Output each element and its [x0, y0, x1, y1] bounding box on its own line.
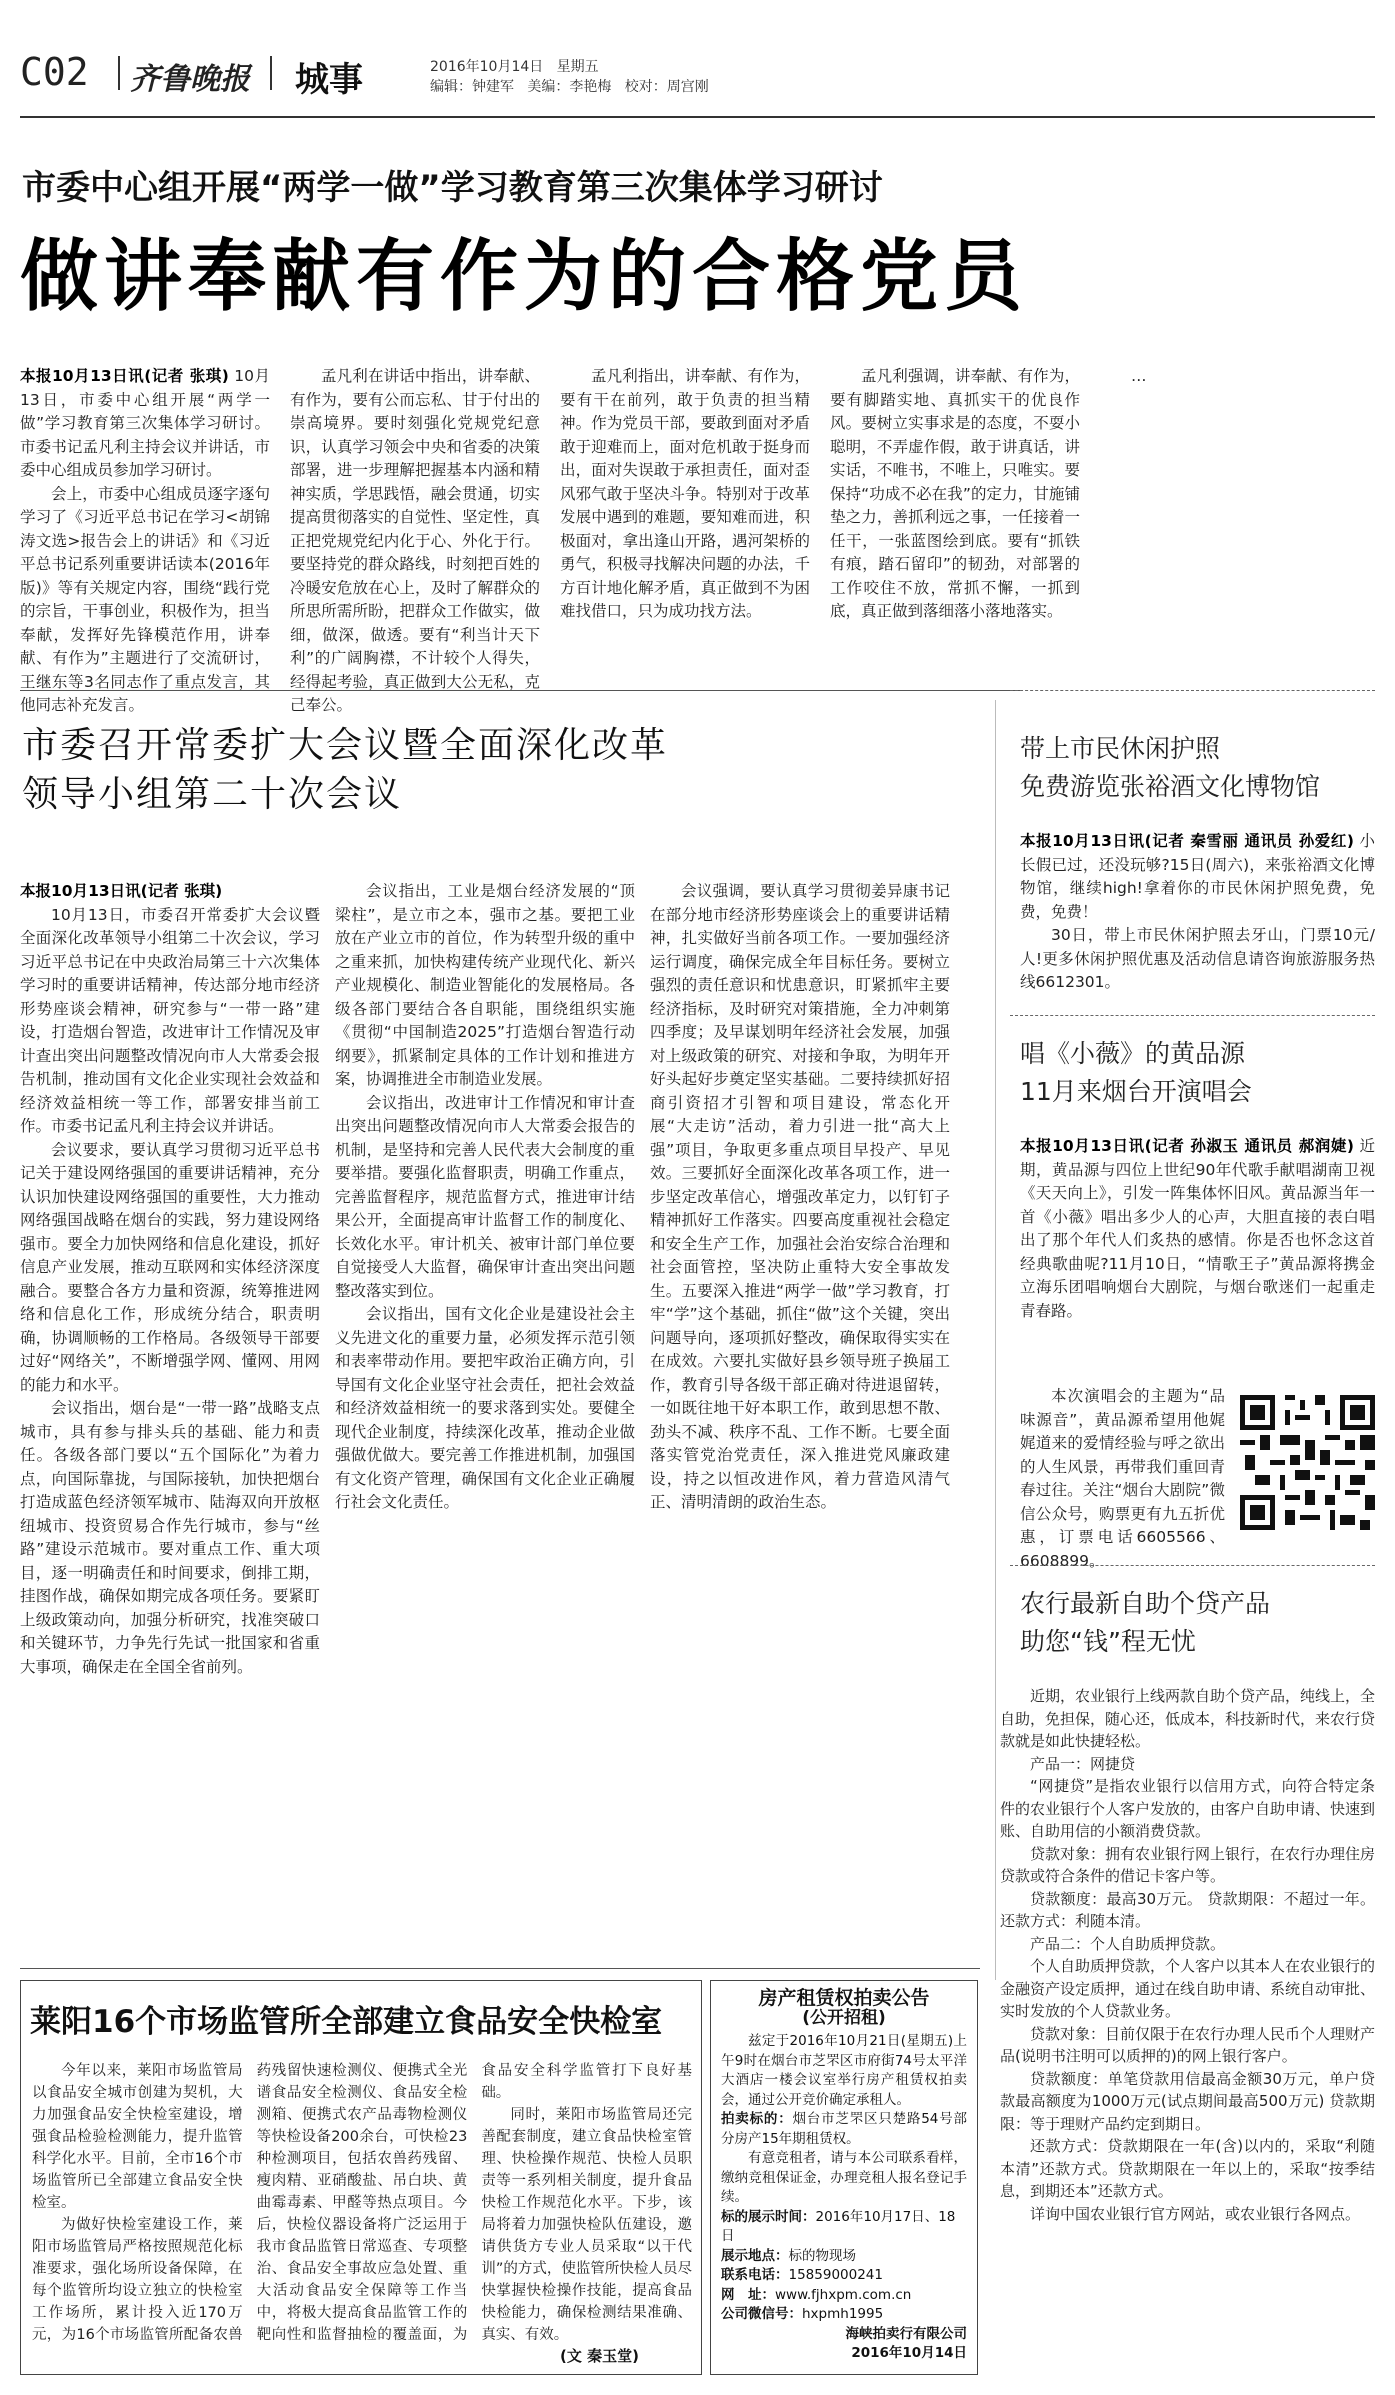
- side3-title: 农行最新自助个贷产品 助您“钱”程无忧: [1020, 1589, 1271, 1656]
- side2-body: 本报10月13日讯(记者 孙淑玉 通讯员 郝润婕) 近期，黄品源与四位上世纪90年代歌手献唱湖南卫视《天天向上》，引发一阵集体怀旧风。黄品源当年一首《小薇》唱出多少人的心声，大胆直接的表白唱出了那个年代人们炙热的感情。你是否也怀念这首经典歌曲呢?11月10日，“情歌王子”黄品源将携金立海乐团唱响烟台大剧院，与烟台歌迷们一起重走青春路。: [1020, 1137, 1375, 1320]
- side1-body: 本报10月13日讯(记者 秦雪丽 通讯员 孙爱红) 小长假已过，还没玩够?15日(周六)，来张裕酒文化博物馆，继续high!拿着你的市民休闲护照免费，免费，免费！ 30日，带上市民休闲护照去牙山，门票10元/人!更多休闲护照优惠及活动信息请咨询旅游服务热线6612301。: [1020, 832, 1375, 991]
- side2-body-2: 本次演唱会的主题为“品味源音”，黄品源希望用他娓娓道来的爱情经验与呼之欲出的人生风景，再带我们重回青春过往。关注“烟台大剧院”微信公众号，购票更有九五折优惠，订票电话6605566、6608899。: [1020, 1387, 1225, 1570]
- article1-col1: 本报10月13日讯(记者 张琪) 10月13日，市委中心组开展“两学一做”学习教育第三次集体学习研讨。市委书记孟凡利主持会议并讲话，市委中心组成员参加学习研讨。 会上，市委中心组成员逐字逐句学习了《习近平总书记在学习<胡锦涛文选>报告会上的讲话》和《习近平总书记系列重要讲话读本(2016年版)》等有关规定内容，围绕“践行党的宗旨，干事创业，积极作为，担当奉献，发挥好先锋模范作用，讲奉献、有作为”主题进行了交流研讨，王继东等3名同志作了重点发言，其他同志补充发言。: [20, 367, 270, 714]
- article1-bottom-rule: [20, 690, 1020, 691]
- page-header: [20, 50, 1375, 110]
- article1-col4: 孟凡利强调，讲奉献、有作为，要有脚踏实地、真抓实干的优良作风。要树立实事求是的态度，不耍小聪明，不弄虚作假，敢于讲真话，讲实话，不唯书，不唯上，只唯实。要保持“功成不必在我”的定力，甘施铺垫之力，善抓利远之事，一任接着一任干，一张蓝图绘到底。要有“抓铁有痕，踏石留印”的韧劲，对部署的工作咬住不放，常抓不懈，一抓到底，真正做到落细落小落地落实。: [830, 367, 1080, 620]
- section-title: 城事: [295, 60, 363, 100]
- auction-notice-box: 房产租赁权拍卖公告 (公开招租) 兹定于2016年10月21日(星期五)上午9时在烟台市芝罘区市府街74号太平洋大酒店一楼会议室举行房产租赁权拍卖会，通过公开竞价确定承租人。 拍卖标的：烟台市芝罘区只楚路54号部分房产15年期租赁权。 有意竞租者，请与本公司联系看样，缴纳竞租保证金，办理竞租人报名登记手续。 标的展示时间：2016年10月17日、18日 展示地点：标的物现场 联系电话：15859000241 网 址：www.fjhxpm.com.cn 公司微信号：hxpmh1995 海峡拍卖行有限公司 2016年10月14日: [710, 1980, 978, 2375]
- notice-subtitle: (公开招租): [802, 2007, 886, 2028]
- qr-code-graphic: [1240, 1395, 1375, 1530]
- article1-subtitle: 市委中心组开展“两学一做”学习教育第三次集体学习研讨: [22, 168, 883, 208]
- side2-title: 唱《小薇》的黄品源 11月来烟台开演唱会: [1020, 1039, 1252, 1106]
- article2-col2: 会议指出，工业是烟台经济发展的“顶梁柱”，是立市之本，强市之基。要把工业放在产业立市的首位，作为转型升级的重中之重来抓，加快构建传统产业现代化、新兴产业规模化、制造业智能化的发展格局。各级各部门要结合各自职能，围绕组织实施《贯彻“中国制造2025”打造烟台智造行动纲要》，抓紧制定具体的工作计划和推进方案，协调推进全市制造业发展。 会议指出，改进审计工作情况和审计查出突出问题整改情况向市人大常委会报告的机制，是坚持和完善人民代表大会制度的重要举措。要强化监督职责，明确工作重点，完善监督程序，规范监督方式，推进审计结果公开，全面提高审计监督工作的制度化、长效化水平。审计机关、被审计部门单位要自觉接受人大监督，确保审计查出突出问题整改落实到位。 会议指出，国有文化企业是建设社会主义先进文化的重要力量，必须发挥示范引领和表率带动作用。要把牢政治正确方向，引导国有文化企业坚守社会责任，把社会效益和经济效益相统一的要求落到实处。要健全现代企业制度，持续深化改革，推动企业做强做优做大。要完善工作推进机制，加强国有文化资产管理，确保国有文化企业正确履行社会文化责任。: [335, 882, 635, 1511]
- article2-title: 市委召开常委扩大会议暨全面深化改革 领导小组第二十次会议: [22, 725, 669, 815]
- sidebar-top-rule: [1010, 690, 1375, 691]
- side1-title: 带上市民休闲护照 免费游览张裕酒文化博物馆: [1020, 734, 1321, 801]
- notice-title: 房产租赁权拍卖公告: [758, 1987, 930, 2009]
- notice-company: 海峡拍卖行有限公司: [845, 2325, 967, 2342]
- article1-col2: 孟凡利在讲话中指出，讲奉献、有作为，要有公而忘私、甘于付出的崇高境界。要时刻强化党规党纪意识，认真学习领会中央和省委的决策部署，进一步理解把握基本内涵和精神实质，学思践悟，融会贯通，切实提高贯彻落实的自觉性、坚定性，真正把党规党纪内化于心、外化于行。要坚持党的群众路线，时刻把百姓的冷暖安危放在心上，及时了解群众的所思所需所盼，把群众工作做实，做细，做深，做透。要有“利当计天下利”的广阔胸襟，不计较个人得失，经得起考验，真正做到大公无私，克己奉公。: [290, 367, 540, 714]
- article3-title: 莱阳16个市场监管所全部建立食品安全快检室: [30, 2004, 663, 2040]
- side2-bottom-rule: [1010, 1565, 1375, 1566]
- article1-byline: 本报10月13日讯(记者 张琪): [20, 367, 229, 385]
- sidebar-divider: [995, 700, 996, 1980]
- staff-credits: 编辑：钟建军 美编：李艳梅 校对：周宫刚: [430, 79, 709, 95]
- side1-bottom-rule: [1010, 1015, 1375, 1016]
- article1-col5: …: [1131, 367, 1147, 385]
- article3-body: 今年以来，莱阳市场监管局以食品安全城市创建为契机，大力加强食品安全快检室建设，增强食品检验检测能力，提升监管科学化水平。目前，全市16个市场监管所已全部建立食品安全快检室。 为做好快检室建设工作，莱阳市场监管局严格按照规范化标准要求，强化场所设备保障，在每个监管所均设立独立的快检室工作场所，累计投入近170万元，为16个市场监管所配备农兽药残留快速检测仪、便携式全光谱食品安全检测仪、食品安全检测箱、便携式农产品毒物检测仪等快检设备200余台，可快检23种检测项目，包括农兽药残留、瘦肉精、亚硝酸盐、吊白块、黄曲霉毒素、甲醛等热点项目。今后，快检仪器设备将广泛运用于我市食品监管日常巡查、专项整治、食品安全事故应急处置、重大活动食品安全保障等工作当中，将极大提高食品监管工作的靶向性和监督抽检的覆盖面，为食品安全科学监管打下良好基础。 同时，莱阳市场监管局还完善配套制度，建立食品快检室管理、快检操作规范、快检人员职责等一系列相关制度，提升食品快检工作规范化水平。下步，该局将着力加强快检队伍建设，邀请供货方专业人员采取“以干代训”的方式，使监管所快检人员尽快掌握快检操作技能，提高食品快检能力，确保检测结果准确、真实、有效。: [32, 2063, 692, 2343]
- article1-title: 做讲奉献有作为的合格党员: [20, 232, 1029, 322]
- article2-byline: 本报10月13日讯(记者 张琪): [20, 882, 223, 900]
- newspaper-logo: 齐鲁晚报: [130, 62, 250, 97]
- article1-col3: 孟凡利指出，讲奉献、有作为，要有干在前列，敢于负责的担当精神。作为党员干部，要敢到面对矛盾敢于迎难而上，面对危机敢于挺身而出，面对失误敢于承担责任，面对歪风邪气敢于坚决斗争。特别对于改革发展中遇到的难题，要知难而进，积极面对，拿出逢山开路，遇河架桥的勇气，积极寻找解决问题的办法，千方百计地化解矛盾，真正做到不为困难找借口，只为成功找方法。: [560, 367, 810, 620]
- page-code: C02: [20, 50, 89, 94]
- notice-date: 2016年10月14日: [851, 2345, 967, 2361]
- qr-code-icon[interactable]: [1240, 1395, 1375, 1530]
- article2-col1: 本报10月13日讯(记者 张琪) 10月13日，市委召开常委扩大会议暨全面深化改革领导小组第二十次会议，学习习近平总书记在中央政治局第三十六次集体学习时的重要讲话精神，传达部分地市经济形势座谈会精神，研究参与“一带一路”建设，打造烟台智造，改进审计工作情况及审计查出突出问题整改情况向市人大常委会报告机制，推动国有文化企业实现社会效益和经济效益相统一等工作，部署安排当前工作。市委书记孟凡利主持会议并讲话。 会议要求，要认真学习贯彻习近平总书记关于建设网络强国的重要讲话精神，充分认识加快建设网络强国的重要性，大力推动网络强国战略在烟台的实践，努力建设网络强市。要全力加快网络和信息化建设，抓好信息产业发展，推动互联网和实体经济深度融合。要整合各方力量和资源，统筹推进网络和信息化工作，形成统分结合，职责明确，协调顺畅的工作格局。各级领导干部要过好“网络关”，不断增强学网、懂网、用网的能力和水平。 会议指出，烟台是“一带一路”战略支点城市，具有参与排头兵的基础、能力和责任。各级各部门要以“五个国际化”为着力点，向国际靠拢，与国际接轨，加快把烟台打造成蓝色经济领军城市、陆海双向开放枢纽城市、投资贸易合作先行城市，参与“丝路”建设示范城市。要对重点工作、重大项目，逐一明确责任和时间要求，倒排工期，挂图作战，确保如期完成各项任务。要紧盯上级政策动向，加强分析研究，找准突破口和关键环节，力争先行先试一批国家和省重大事项，确保走在全国全省前列。: [20, 882, 320, 1676]
- article2-bottom-rule: [20, 1968, 980, 1969]
- notice-website-link[interactable]: www.fjhxpm.com.cn: [775, 2286, 912, 2303]
- article3-signature: (文 秦玉堂): [560, 2347, 639, 2365]
- article2-col3: 会议强调，要认真学习贯彻姜异康书记在部分地市经济形势座谈会上的重要讲话精神，扎实做好当前各项工作。一要加强经济运行调度，确保完成全年目标任务。要树立强烈的责任意识和忧患意识，盯紧抓牢主要经济指标，及时研究对策措施，全力冲刺第四季度；及早谋划明年经济社会发展，加强对上级政策的研究、对接和争取，为明年开好头起好步奠定坚实基础。二要持续抓好招商引资招才引智和项目建设，常态化开展“大走访”活动，着力引进一批“高大上强”项目，争取更多重点项目早投产、早见效。三要抓好全面深化改革各项工作，进一步坚定改革信心，增强改革定力，以钉钉子精神抓好工作落实。四要高度重视社会稳定和安全生产工作，加强社会治安综合治理和社会面管控，坚决防止重特大安全事故发生。五要深入推进“两学一做”学习教育，打牢“学”这个基础，抓住“做”这个关键，突出问题导向，逐项抓好整改，确保取得实实在在成效。六要扎实做好县乡领导班子换届工作，教育引导各级干部正确对待进退留转，一如既往地干好本职工作，敢到思想不散、劲头不减、秩序不乱、工作不断。七要全面落实管党治党责任，深入推进党风廉政建设，持之以恒改进作风，着力营造风清气正、清明清朗的政治生态。: [650, 882, 950, 1511]
- issue-date: 2016年10月14日 星期五: [430, 59, 599, 75]
- side3-body: 近期，农业银行上线两款自助个贷产品，纯线上，全自助，免担保，随心还，低成本，科技新时代，来农行贷款就是如此快捷轻松。 产品一：网捷贷 “网捷贷”是指农业银行以信用方式，向符合特定条件的农业银行个人客户发放的，由客户自助申请、快速到账、自助用信的小额消费贷款。 贷款对象：拥有农业银行网上银行，在农行办理住房贷款或符合条件的借记卡客户等。 贷款额度：最高30万元。 贷款期限：不超过一年。 还款方式：利随本清。 产品二：个人自助质押贷款。 个人自助质押贷款，个人客户以其本人在农业银行的金融资产设定质押，通过在线自助申请、系统自动审批、实时发放的个人贷款业务。 贷款对象：目前仅限于在农行办理人民币个人理财产品(说明书注明可以质押的)的网上银行客户。 贷款额度：单笔贷款用信最高金额30万元，单户贷款最高额度为1000万元(试点期间最高500万元) 贷款期限：等于理财产品约定到期日。 还款方式：贷款期限在一年(含)以内的，采取“利随本清”还款方式。贷款期限在一年以上的，采取“按季结息，到期还本”还款方式。 详询中国农业银行官方网站，或农业银行各网点。: [1000, 1687, 1376, 2223]
- header-rule: [20, 116, 1375, 118]
